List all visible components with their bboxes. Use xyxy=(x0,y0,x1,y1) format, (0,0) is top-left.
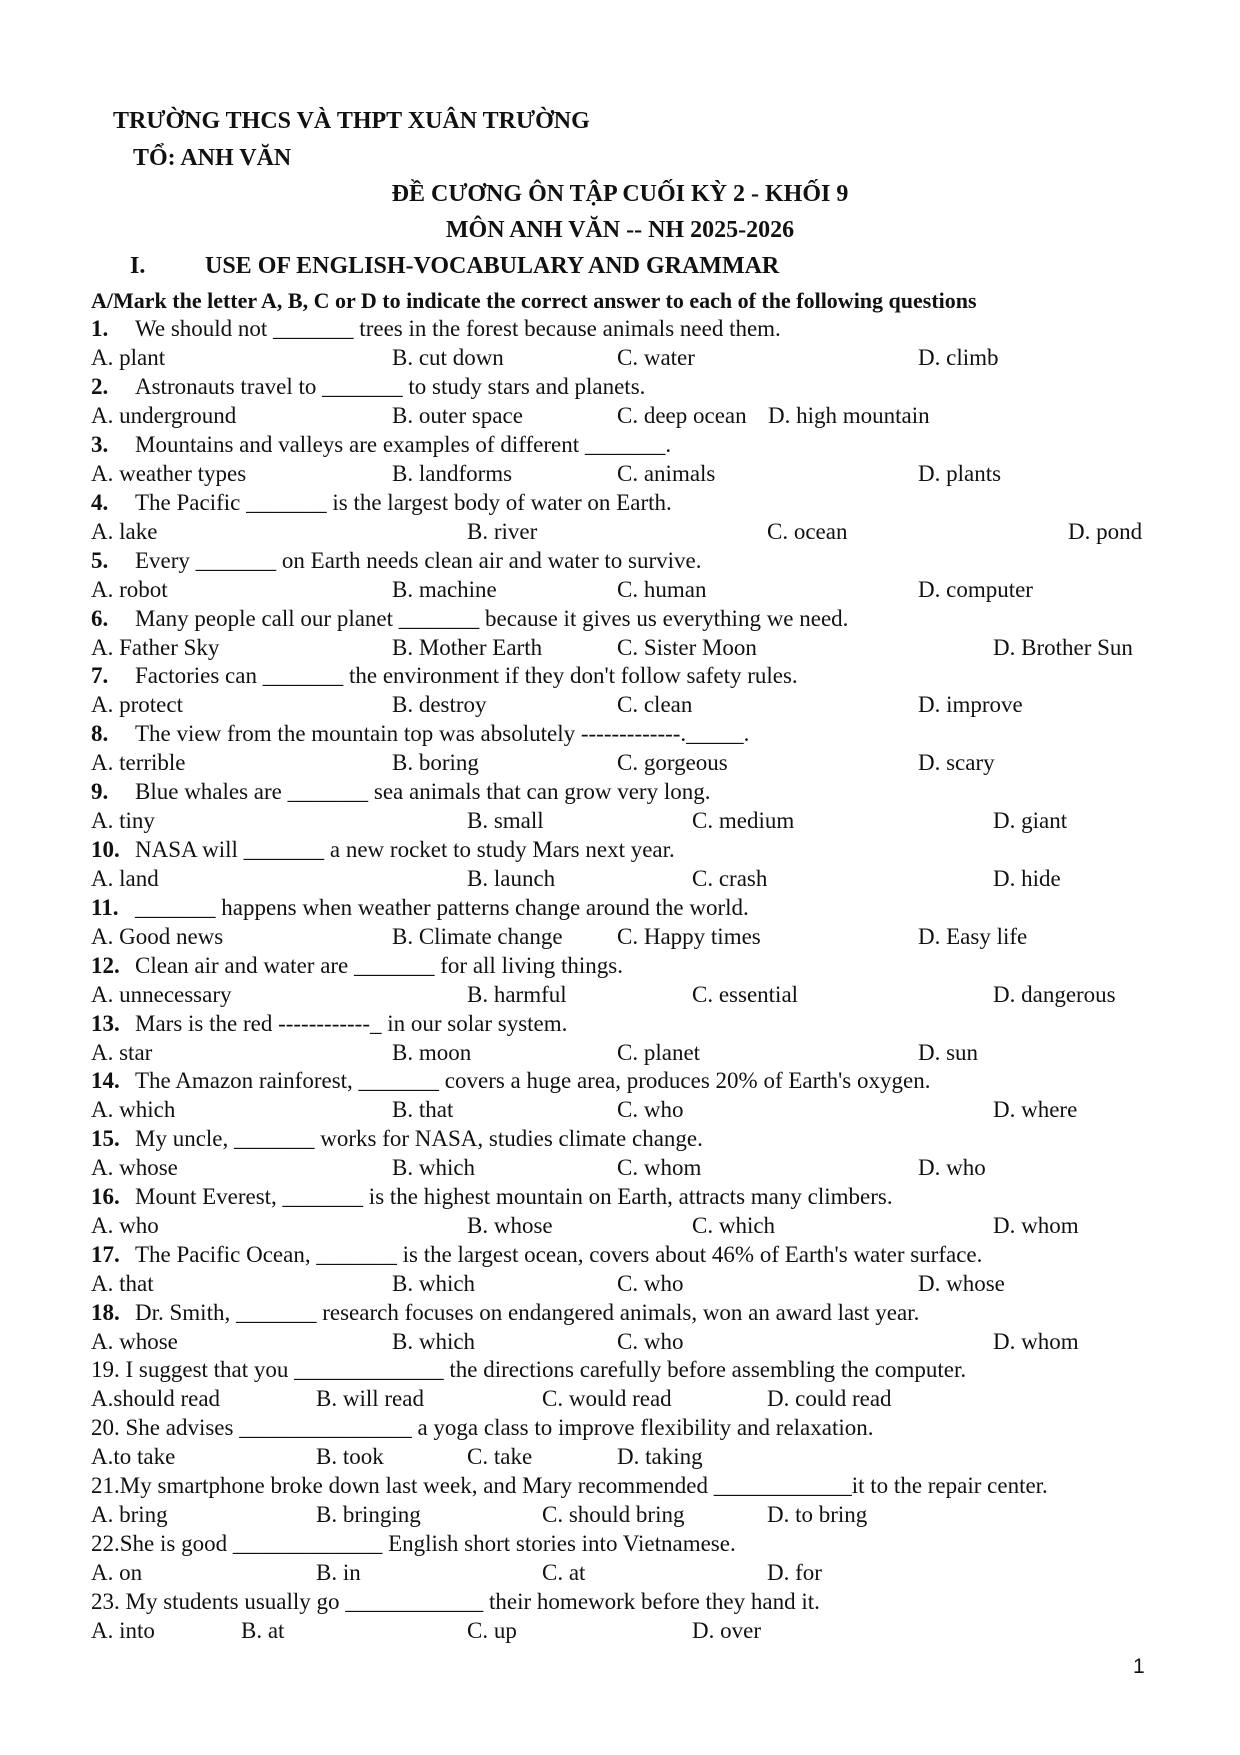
answer-option-d: D. Brother Sun xyxy=(993,635,1133,660)
answer-option-b: B. river xyxy=(467,519,538,544)
answer-option-d: D. taking xyxy=(617,1444,703,1469)
answer-option-b: B. small xyxy=(467,808,544,833)
question-number: 9. xyxy=(91,779,109,804)
answer-option-b: B. which xyxy=(392,1329,476,1354)
answer-option-a: A. bring xyxy=(91,1502,168,1527)
question-11 xyxy=(91,895,749,921)
answer-option-b: B. which xyxy=(392,1271,476,1296)
question-4 xyxy=(91,490,672,516)
question-text: The Pacific Ocean, _______ is the largest ocean, covers about 46% of Earth's water surface. xyxy=(135,1242,983,1267)
answer-option-c: C. whom xyxy=(617,1155,702,1180)
answer-option-b: B. Climate change xyxy=(392,924,563,949)
answer-option-a: A. terrible xyxy=(91,750,186,775)
answer-option-a: A. who xyxy=(91,1213,159,1238)
question-text: 22.She is good _____________ English short stories into Vietnamese. xyxy=(91,1531,736,1556)
question-number: 10. xyxy=(91,837,120,862)
answer-option-d: D. could read xyxy=(767,1386,892,1411)
question-number: 14. xyxy=(91,1068,120,1093)
question-text: 21.My smartphone broke down last week, and Mary recommended ____________it to the repair center. xyxy=(91,1473,1048,1498)
answer-option-b: B. whose xyxy=(467,1213,553,1238)
question-text: 20. She advises _______________ a yoga class to improve flexibility and relaxation. xyxy=(91,1415,874,1440)
answer-option-d: D. to bring xyxy=(767,1502,868,1527)
question-9 xyxy=(91,779,710,805)
answer-option-c: C. which xyxy=(692,1213,776,1238)
answer-option-a: A. Good news xyxy=(91,924,224,949)
question-text: Every _______ on Earth needs clean air and water to survive. xyxy=(135,548,702,573)
answer-option-b: B. Mother Earth xyxy=(392,635,543,660)
question-text: Clean air and water are _______ for all living things. xyxy=(135,953,623,978)
answer-option-d: D. for xyxy=(767,1560,822,1585)
question-number: 6. xyxy=(91,606,109,631)
answer-option-c: C. planet xyxy=(617,1040,701,1065)
question-text: 19. I suggest that you _____________ the directions carefully before assembling the computer. xyxy=(91,1357,967,1382)
answer-option-a: A. underground xyxy=(91,403,237,428)
question-text: The view from the mountain top was absolutely -------------._____. xyxy=(135,721,750,746)
answer-option-d: D. where xyxy=(993,1097,1078,1122)
answer-option-b: B. at xyxy=(241,1618,285,1643)
question-10 xyxy=(91,837,675,863)
question-text: 23. My students usually go ____________ their homework before they hand it. xyxy=(91,1589,820,1614)
answer-option-a: A. that xyxy=(91,1271,154,1296)
question-number: 17. xyxy=(91,1242,120,1267)
question-text: NASA will _______ a new rocket to study Mars next year. xyxy=(135,837,675,862)
answer-option-d: D. whom xyxy=(993,1329,1079,1354)
answer-option-a: A. land xyxy=(91,866,159,891)
answer-option-c: C. should bring xyxy=(542,1502,685,1527)
answer-option-c: C. gorgeous xyxy=(617,750,728,775)
answer-option-d: D. hide xyxy=(993,866,1061,891)
answer-option-a: A. which xyxy=(91,1097,176,1122)
section-heading xyxy=(130,253,779,280)
section-number: I. xyxy=(130,253,146,279)
answer-option-b: B. which xyxy=(392,1155,476,1180)
answer-option-b: B. cut down xyxy=(392,345,504,370)
question-number: 1. xyxy=(91,316,109,341)
answer-option-c: C. who xyxy=(617,1271,684,1296)
answer-option-b: B. boring xyxy=(392,750,479,775)
question-14 xyxy=(91,1068,930,1094)
instruction-text: A/Mark the letter A, B, C or D to indicate the correct answer to each of the following questions xyxy=(91,288,977,313)
school-name: TRƯỜNG THCS VÀ THPT XUÂN TRƯỜNG xyxy=(113,108,590,134)
question-number: 15. xyxy=(91,1126,120,1151)
answer-option-c: C. crash xyxy=(692,866,768,891)
answer-option-b: B. will read xyxy=(316,1386,424,1411)
answer-option-c: C. up xyxy=(467,1618,517,1643)
answer-option-c: C. human xyxy=(617,577,707,602)
answer-option-d: D. computer xyxy=(918,577,1033,602)
question-21 xyxy=(91,1473,1048,1499)
answer-option-d: D. dangerous xyxy=(993,982,1116,1007)
question-number: 3. xyxy=(91,432,109,457)
answer-option-b: B. harmful xyxy=(467,982,567,1007)
answer-option-c: C. take xyxy=(467,1444,533,1469)
answer-option-c: C. who xyxy=(617,1097,684,1122)
answer-option-d: D. over xyxy=(692,1618,761,1643)
answer-option-c: C. Happy times xyxy=(617,924,761,949)
answer-option-a: A.to take xyxy=(91,1444,176,1469)
question-text: Mount Everest, _______ is the highest mountain on Earth, attracts many climbers. xyxy=(135,1184,893,1209)
question-7 xyxy=(91,663,798,689)
question-12 xyxy=(91,953,623,979)
document-subtitle: MÔN ANH VĂN -- NH 2025-2026 xyxy=(445,217,795,243)
question-number: 13. xyxy=(91,1011,120,1036)
question-5 xyxy=(91,548,702,574)
answer-option-b: B. bringing xyxy=(316,1502,421,1527)
answer-option-c: C. medium xyxy=(692,808,795,833)
question-number: 7. xyxy=(91,663,109,688)
question-number: 18. xyxy=(91,1300,120,1325)
question-text: Mountains and valleys are examples of different _______. xyxy=(135,432,672,457)
question-number: 8. xyxy=(91,721,109,746)
answer-option-b: B. destroy xyxy=(392,692,487,717)
department-name: TỔ: ANH VĂN xyxy=(133,145,292,171)
answer-option-a: A. whose xyxy=(91,1155,178,1180)
question-text: Astronauts travel to _______ to study stars and planets. xyxy=(135,374,646,399)
question-18 xyxy=(91,1300,919,1326)
answer-option-c: C. would read xyxy=(542,1386,672,1411)
section-title: USE OF ENGLISH-VOCABULARY AND GRAMMAR xyxy=(205,253,780,279)
question-17 xyxy=(91,1242,982,1268)
question-text: The Pacific _______ is the largest body of water on Earth. xyxy=(135,490,672,515)
question-22 xyxy=(91,1531,736,1557)
answer-option-a: A. Father Sky xyxy=(91,635,220,660)
question-19 xyxy=(91,1357,966,1383)
answer-option-d: D. giant xyxy=(993,808,1068,833)
answer-option-d: D. improve xyxy=(918,692,1023,717)
question-20 xyxy=(91,1415,874,1441)
question-8 xyxy=(91,721,749,747)
answer-option-a: A. robot xyxy=(91,577,168,602)
question-number: 2. xyxy=(91,374,109,399)
answer-option-c: C. clean xyxy=(617,692,693,717)
answer-option-d: D. high mountain xyxy=(768,403,930,428)
answer-option-d: D. Easy life xyxy=(918,924,1028,949)
question-text: Factories can _______ the environment if they don't follow safety rules. xyxy=(135,663,798,688)
question-2 xyxy=(91,374,645,400)
answer-option-d: D. pond xyxy=(1068,519,1143,544)
answer-option-a: A. protect xyxy=(91,692,183,717)
answer-option-a: A. tiny xyxy=(91,808,155,833)
answer-option-d: D. who xyxy=(918,1155,986,1180)
question-number: 12. xyxy=(91,953,120,978)
question-number: 4. xyxy=(91,490,109,515)
answer-option-a: A. on xyxy=(91,1560,143,1585)
answer-option-b: B. moon xyxy=(392,1040,472,1065)
answer-option-d: D. plants xyxy=(918,461,1002,486)
answer-option-a: A.should read xyxy=(91,1386,221,1411)
question-3 xyxy=(91,432,671,458)
question-text: We should not _______ trees in the forest because animals need them. xyxy=(135,316,781,341)
answer-option-a: A. unnecessary xyxy=(91,982,232,1007)
question-number: 5. xyxy=(91,548,109,573)
answer-option-a: A. whose xyxy=(91,1329,178,1354)
answer-option-a: A. lake xyxy=(91,519,158,544)
answer-option-b: B. that xyxy=(392,1097,454,1122)
answer-option-a: A. weather types xyxy=(91,461,247,486)
question-text: My uncle, _______ works for NASA, studies climate change. xyxy=(135,1126,703,1151)
answer-option-c: C. ocean xyxy=(767,519,848,544)
question-6 xyxy=(91,606,848,632)
answer-option-c: C. essential xyxy=(692,982,799,1007)
question-number: 11. xyxy=(91,895,119,920)
question-text: Dr. Smith, _______ research focuses on endangered animals, won an award last year. xyxy=(135,1300,920,1325)
answer-option-c: C. water xyxy=(617,345,695,370)
question-16 xyxy=(91,1184,893,1210)
answer-option-c: C. Sister Moon xyxy=(617,635,757,660)
question-text: _______ happens when weather patterns change around the world. xyxy=(135,895,749,920)
answer-option-d: D. scary xyxy=(918,750,995,775)
answer-option-a: A. star xyxy=(91,1040,153,1065)
page-number: 1 xyxy=(1133,1655,1145,1678)
answer-option-a: A. into xyxy=(91,1618,155,1643)
answer-option-b: B. in xyxy=(316,1560,361,1585)
question-number: 16. xyxy=(91,1184,120,1209)
answer-option-d: D. whom xyxy=(993,1213,1079,1238)
question-text: Blue whales are _______ sea animals that can grow very long. xyxy=(135,779,711,804)
answer-option-b: B. landforms xyxy=(392,461,513,486)
answer-option-d: D. climb xyxy=(918,345,999,370)
answer-option-a: A. plant xyxy=(91,345,166,370)
question-1 xyxy=(91,316,781,342)
document-title: ĐỀ CƯƠNG ÔN TẬP CUỐI KỲ 2 - KHỐI 9 xyxy=(391,181,849,207)
answer-option-c: C. who xyxy=(617,1329,684,1354)
question-15 xyxy=(91,1126,703,1152)
question-13 xyxy=(91,1011,567,1037)
answer-option-c: C. at xyxy=(542,1560,586,1585)
answer-option-b: B. machine xyxy=(392,577,497,602)
answer-option-c: C. deep ocean xyxy=(617,403,747,428)
answer-option-b: B. outer space xyxy=(392,403,523,428)
question-23 xyxy=(91,1589,820,1615)
answer-option-c: C. animals xyxy=(617,461,716,486)
answer-option-d: D. whose xyxy=(918,1271,1005,1296)
question-text: The Amazon rainforest, _______ covers a huge area, produces 20% of Earth's oxygen. xyxy=(135,1068,931,1093)
question-text: Mars is the red ------------_ in our solar system. xyxy=(135,1011,568,1036)
answer-option-b: B. took xyxy=(316,1444,384,1469)
question-text: Many people call our planet _______ because it gives us everything we need. xyxy=(135,606,849,631)
answer-option-d: D. sun xyxy=(918,1040,979,1065)
answer-option-b: B. launch xyxy=(467,866,556,891)
